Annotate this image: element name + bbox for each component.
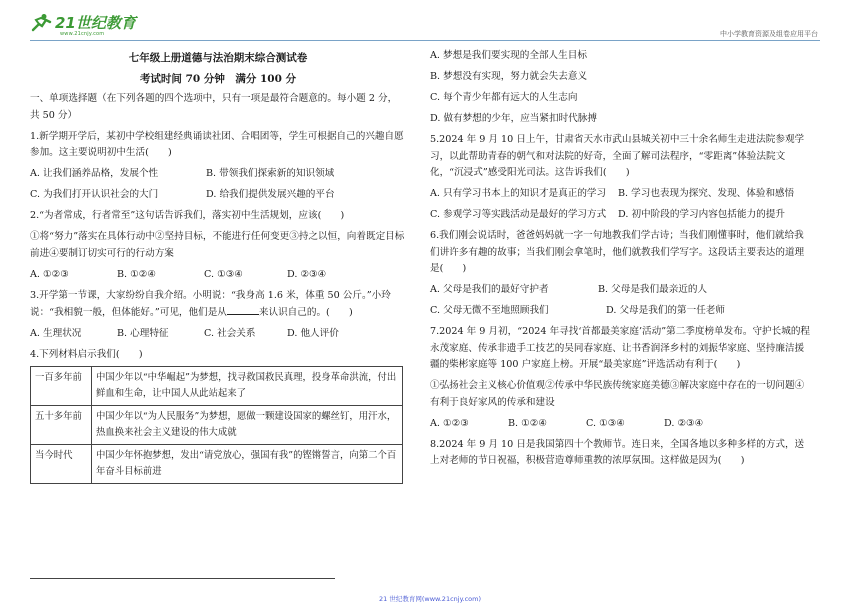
content-cell: 中国少年以“为人民服务”为梦想，愿做一颗建设国家的螺丝钉，用汗水，热血换来社会主义建设的伟大成就 xyxy=(92,405,403,444)
option-d: D. ②③④ xyxy=(664,417,704,429)
left-column xyxy=(30,48,406,484)
content-cell: 中国少年以“中华崛起”为梦想，找寻救国救民真理，投身革命洪流，付出鲜血和生命，让中国人从此站起来了 xyxy=(92,366,403,405)
question-3-tail: 来认识自己的。( ) xyxy=(258,307,353,318)
question-5-options-row1 xyxy=(430,186,812,203)
question-4: 4.下列材料启示我们( ) xyxy=(30,349,143,360)
question-5: 5.2024 年 9 月 10 日上午，甘肃省天水市武山县城关初中三十余名师生走进法院参观学习，以此帮助青春的朝气和对法院的好奇，全面了解司法程序，“零距离”体验法院文化，“沉浸式”感受阳光司法。这告诉我们( ) xyxy=(430,134,805,178)
option-d: D. ②③④ xyxy=(287,268,327,280)
question-6: 6.我们刚会说话时，爸爸妈妈就一字一句地教我们学古诗；当我们刚懂事时，他们就给我们讲许多有趣的故事；当我们刚会拿笔时，他们就教我们学写字。这段话主要表达的道理是( ) xyxy=(430,230,805,274)
table-row xyxy=(31,405,403,444)
site-logo xyxy=(30,12,136,33)
option-a: A. 父母是我们的最好守护者 xyxy=(430,284,549,295)
option-c: C. 父母无微不至地照顾我们 xyxy=(430,305,549,316)
option-d: D. 初中阶段的学习内容包括能力的提升 xyxy=(618,209,785,220)
right-column xyxy=(430,48,812,474)
option-a: A. ①②③ xyxy=(30,268,69,280)
question-2: 2.“为者常成，行者常至”这句话告诉我们，落实初中生活规划，应该( ) xyxy=(30,210,345,221)
option-c: C. ①③④ xyxy=(204,268,243,280)
option-c: C. 社会关系 xyxy=(204,328,256,339)
option-b: B. 带领我们探索新的知识领域 xyxy=(206,168,335,179)
question-3 xyxy=(30,288,406,322)
option-b: B. ①②④ xyxy=(117,268,156,280)
table-row xyxy=(31,366,403,405)
question-6-options-row2 xyxy=(430,303,812,320)
question-1-options-row2 xyxy=(30,187,406,204)
question-2-options xyxy=(30,267,406,284)
answer-blank xyxy=(227,304,259,315)
option-b: B. 父母是我们最亲近的人 xyxy=(598,284,708,295)
question-7: 7.2024 年 9 月初，“2024 年寻找‘首都最美家庭’活动”第二季度榜单发布。守护长城的程永茂家庭、传承非遗手工技艺的吴同春家庭、让书香润泽乡村的刘振华家庭、坚持廉洁援疆的柴彬家庭等 100 户家庭上榜。开展“最美家庭”评选活动有利于( ) xyxy=(430,326,811,370)
question-2-statements: ①将“努力”落实在具体行动中②坚持目标，不能进行任何变更③持之以恒，向着既定目标前进④要制订切实可行的行动方案 xyxy=(30,231,405,259)
question-1: 1.新学期开学后，某初中学校组建经典诵读社团、合唱团等，学生可根据自己的兴趣自愿参加。这主要说明初中生活( ) xyxy=(30,130,404,158)
header-divider xyxy=(30,40,820,41)
question-7-options xyxy=(430,416,812,433)
history-table xyxy=(30,366,403,484)
q4-option-c: C. 每个青少年都有远大的人生志向 xyxy=(430,92,578,103)
option-a: A. 生理状况 xyxy=(30,328,82,339)
platform-name: 中小学教育资源及组卷应用平台 xyxy=(720,30,818,38)
exam-title: 七年级上册道德与法治期末综合测试卷 xyxy=(128,52,308,64)
footer-link[interactable]: 21 世纪教育网(www.21cnjy.com) xyxy=(379,595,481,603)
logo-text: 21世纪教育 xyxy=(55,14,136,32)
option-d: D. 给我们提供发展兴趣的平台 xyxy=(206,189,335,200)
exam-subtitle: 考试时间 70 分钟 满分 100 分 xyxy=(139,72,297,85)
era-cell: 当今时代 xyxy=(31,444,92,483)
option-b: B. ①②④ xyxy=(508,417,547,429)
question-8: 8.2024 年 9 月 10 日是我国第四十个教师节。连日来，全国各地以多种多样的方式，送上对老师的节日祝福，积极营造尊师重教的浓厚氛围。这样做是因为( ) xyxy=(430,438,805,466)
question-3-text: 3.开学第一节课，大家纷纷自我介绍。小明说：“我身高 1.6 米，体重 50 公斤。”小玲说：“我相貌一般，但体能好。”可见，他们是从 xyxy=(30,289,391,318)
option-b: B. 心理特征 xyxy=(117,328,169,339)
q4-option-d: D. 做有梦想的少年，应当紧扣时代脉搏 xyxy=(430,113,597,124)
content-cell: 中国少年怀抱梦想，发出“请党放心，强国有我”的铿锵誓言，向第二个百年奋斗目标前进 xyxy=(92,444,403,483)
option-a: A. 让我们涵养品格，发展个性 xyxy=(30,168,159,179)
q4-option-b: B. 梦想没有实现，努力就会失去意义 xyxy=(430,71,588,82)
question-1-options-row1 xyxy=(30,166,406,183)
option-c: C. 参观学习等实践活动是最好的学习方式 xyxy=(430,209,607,220)
section-heading: 一、单项选择题（在下列各题的四个选项中，只有一项是最符合题意的。每小题 2 分，共 50 分） xyxy=(30,93,398,121)
runner-logo-icon xyxy=(30,13,52,33)
question-6-options-row1 xyxy=(430,282,812,299)
question-7-statements: ①弘扬社会主义核心价值观②传承中华民族传统家庭美德③解决家庭中存在的一切问题④有利于良好家风的传承和建设 xyxy=(430,380,805,408)
option-d: D. 父母是我们的第一任老师 xyxy=(606,305,725,316)
q4-option-a: A. 梦想是我们要实现的全部人生目标 xyxy=(430,50,587,61)
question-5-options-row2 xyxy=(430,207,812,224)
option-c: C. 为我们打开认识社会的大门 xyxy=(30,189,159,200)
era-cell: 五十多年前 xyxy=(31,405,92,444)
footnote-divider xyxy=(30,578,335,579)
option-a: A. 只有学习书本上的知识才是真正的学习 xyxy=(430,188,607,199)
logo-url: www.21cnjy.com xyxy=(60,31,105,37)
option-a: A. ①②③ xyxy=(430,417,469,429)
era-cell: 一百多年前 xyxy=(31,366,92,405)
question-3-options xyxy=(30,326,406,343)
table-row xyxy=(31,444,403,483)
option-d: D. 他人评价 xyxy=(287,328,339,339)
option-b: B. 学习也表现为探究、发现、体验和感悟 xyxy=(618,188,795,199)
option-c: C. ①③④ xyxy=(586,417,625,429)
